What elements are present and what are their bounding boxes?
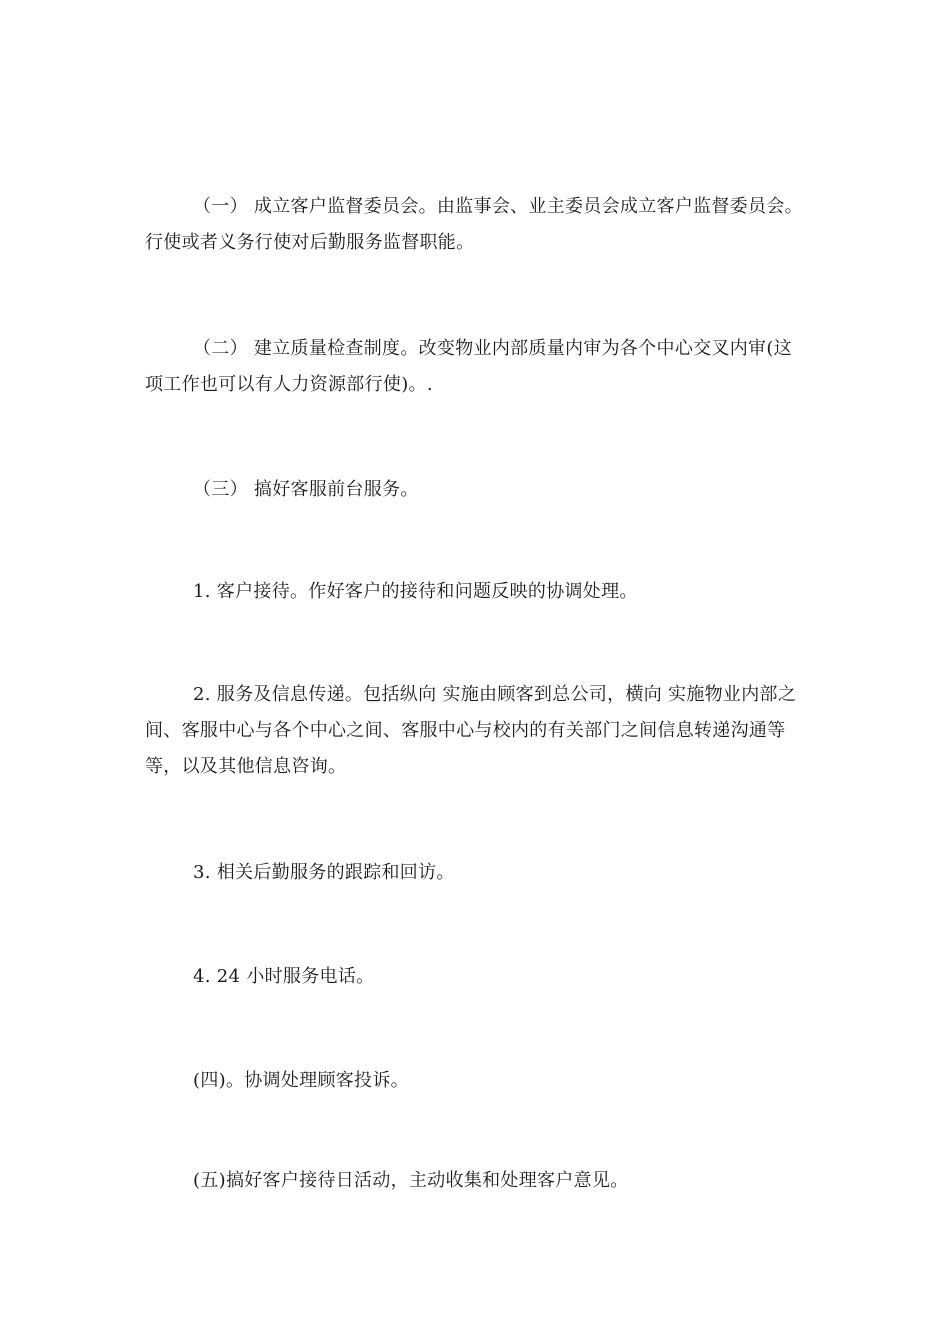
paragraph-2: （二） 建立质量检查制度。改变物业内部质量内审为各个中心交叉内审(这项工作也可以有人力资源部行使)。. bbox=[145, 338, 792, 395]
paragraph-8: (四)。协调处理顾客投诉。 bbox=[193, 1070, 409, 1091]
paragraph-7: 4. 24 小时服务电话。 bbox=[193, 966, 375, 987]
paragraph-9: (五)搞好客户接待日活动，主动收集和处理客户意见。 bbox=[193, 1170, 629, 1191]
paragraph-5: 2. 服务及信息传递。包括纵向 实施由顾客到总公司，横向 实施物业内部之间、客服中心与各个中心之间、客服中心与校内的有关部门之间信息转递沟通等等，以及其他信息咨询。 bbox=[145, 684, 797, 777]
paragraph-1: （一） 成立客户监督委员会。由监事会、业主委员会成立客户监督委员会。行使或者义务行使对后勤服务监督职能。 bbox=[145, 196, 803, 253]
paragraph-6: 3. 相关后勤服务的跟踪和回访。 bbox=[193, 862, 455, 883]
paragraph-3: （三） 搞好客服前台服务。 bbox=[193, 479, 419, 500]
paragraph-4: 1. 客户接待。作好客户的接待和问题反映的协调处理。 bbox=[193, 581, 638, 602]
